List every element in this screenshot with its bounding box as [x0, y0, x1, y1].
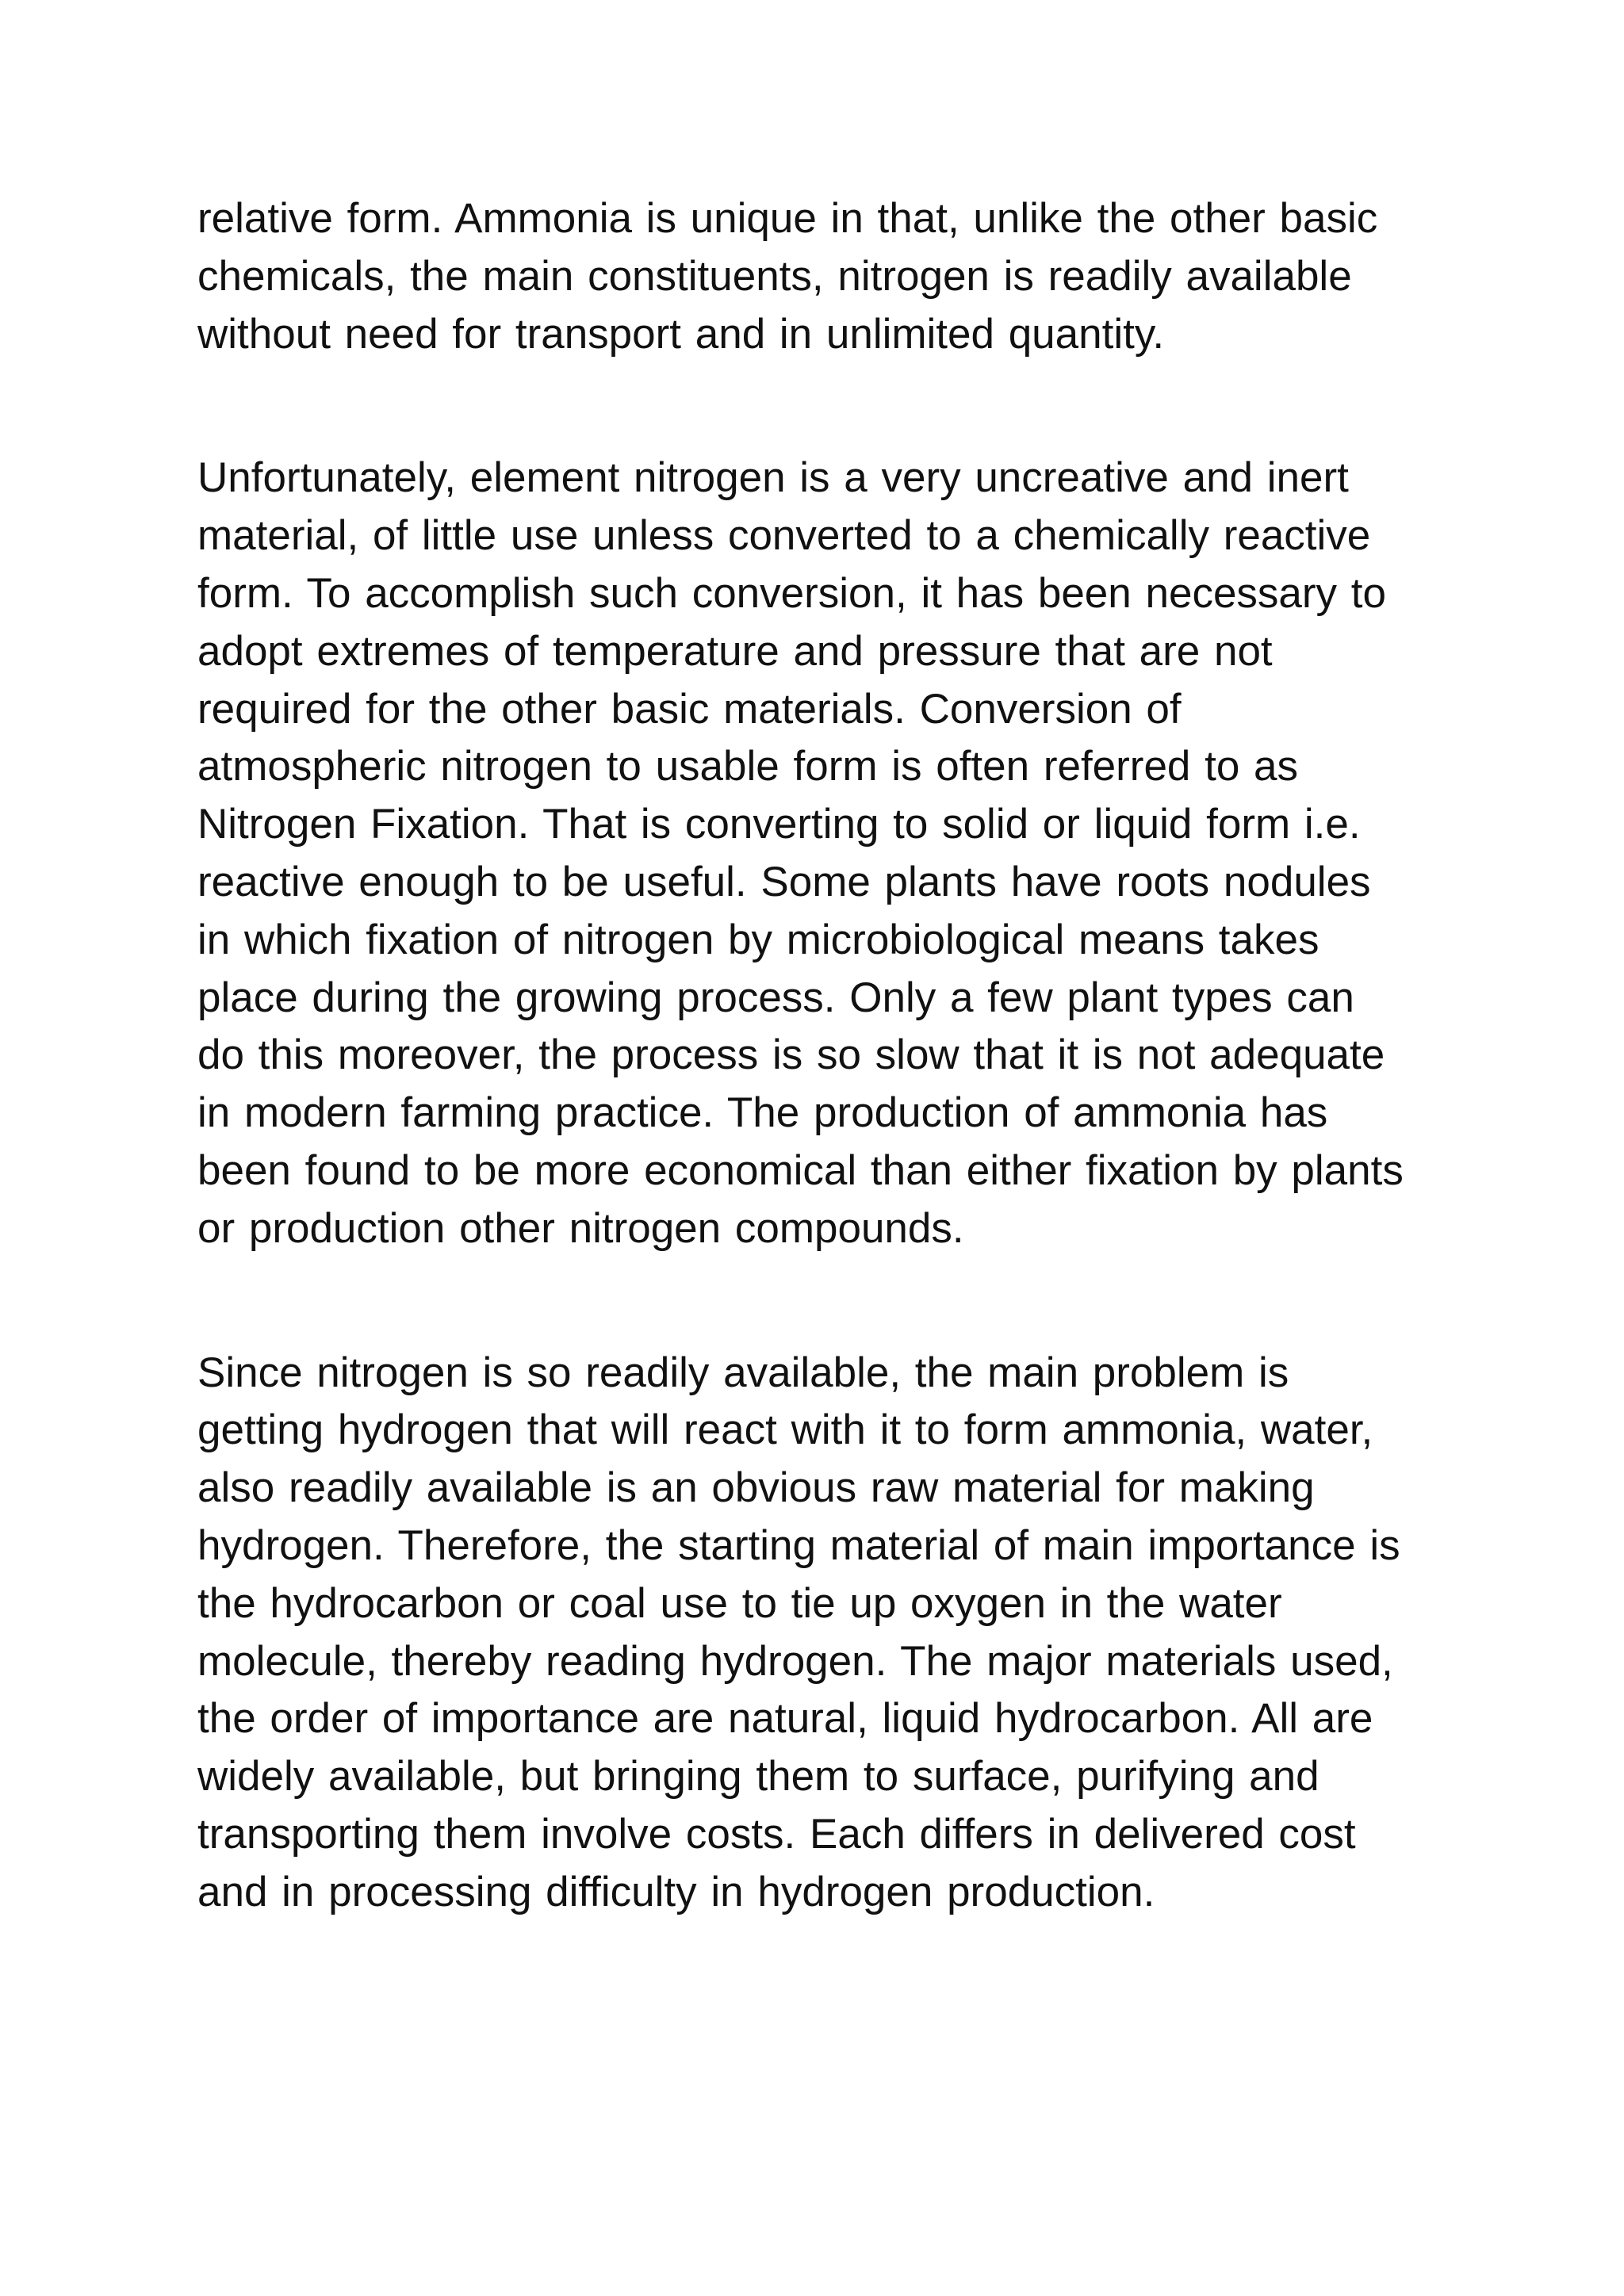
- text-line: Since nitrogen is so readily available, the main problem is: [197, 1349, 1289, 1396]
- paragraph-3: [197, 1345, 1482, 1922]
- document-body: [197, 190, 1482, 1922]
- text-line: molecule, thereby reading hydrogen. The major materials used,: [197, 1637, 1393, 1685]
- text-line: relative form. Ammonia is unique in that, unlike the other basic: [197, 195, 1378, 242]
- text-line: transporting them involve costs. Each differs in delivered cost: [197, 1810, 1356, 1858]
- paragraph-2: [197, 450, 1482, 1257]
- text-line: reactive enough to be useful. Some plants have roots nodules: [197, 858, 1371, 905]
- paragraph-spacer: [197, 363, 1482, 450]
- text-line: widely available, but bringing them to surface, purifying and: [197, 1753, 1320, 1800]
- text-line: been found to be more economical than either fixation by plants: [197, 1146, 1404, 1194]
- text-line: getting hydrogen that will react with it to form ammonia, water,: [197, 1406, 1373, 1454]
- text-line: in which fixation of nitrogen by microbiological means takes: [197, 916, 1320, 963]
- text-line: Unfortunately, element nitrogen is a very uncreative and inert: [197, 454, 1349, 502]
- text-line: hydrogen. Therefore, the starting material of main importance is: [197, 1521, 1400, 1569]
- text-line: adopt extremes of temperature and pressure that are not: [197, 627, 1273, 675]
- text-line: without need for transport and in unlimited quantity.: [197, 310, 1165, 358]
- text-line: or production other nitrogen compounds.: [197, 1204, 964, 1252]
- text-line: required for the other basic materials. Conversion of: [197, 685, 1182, 733]
- paragraph-1: [197, 190, 1482, 363]
- text-line: the hydrocarbon or coal use to tie up oxygen in the water: [197, 1579, 1282, 1627]
- text-line: material, of little use unless converted to a chemically reactive: [197, 512, 1371, 560]
- text-line: and in processing difficulty in hydrogen production.: [197, 1868, 1155, 1915]
- text-line: Nitrogen Fixation. That is converting to solid or liquid form i.e.: [197, 801, 1361, 848]
- text-line: atmospheric nitrogen to usable form is often referred to as: [197, 743, 1299, 790]
- text-line: chemicals, the main constituents, nitrogen is readily available: [197, 252, 1352, 300]
- paragraph-spacer: [197, 1258, 1482, 1345]
- text-line: in modern farming practice. The production of ammonia has: [197, 1089, 1328, 1137]
- text-line: the order of importance are natural, liquid hydrocarbon. All are: [197, 1695, 1373, 1743]
- text-line: do this moreover, the process is so slow that it is not adequate: [197, 1031, 1385, 1079]
- text-line: also readily available is an obvious raw material for making: [197, 1464, 1315, 1512]
- text-line: place during the growing process. Only a few plant types can: [197, 974, 1354, 1021]
- text-line: form. To accomplish such conversion, it has been necessary to: [197, 569, 1386, 617]
